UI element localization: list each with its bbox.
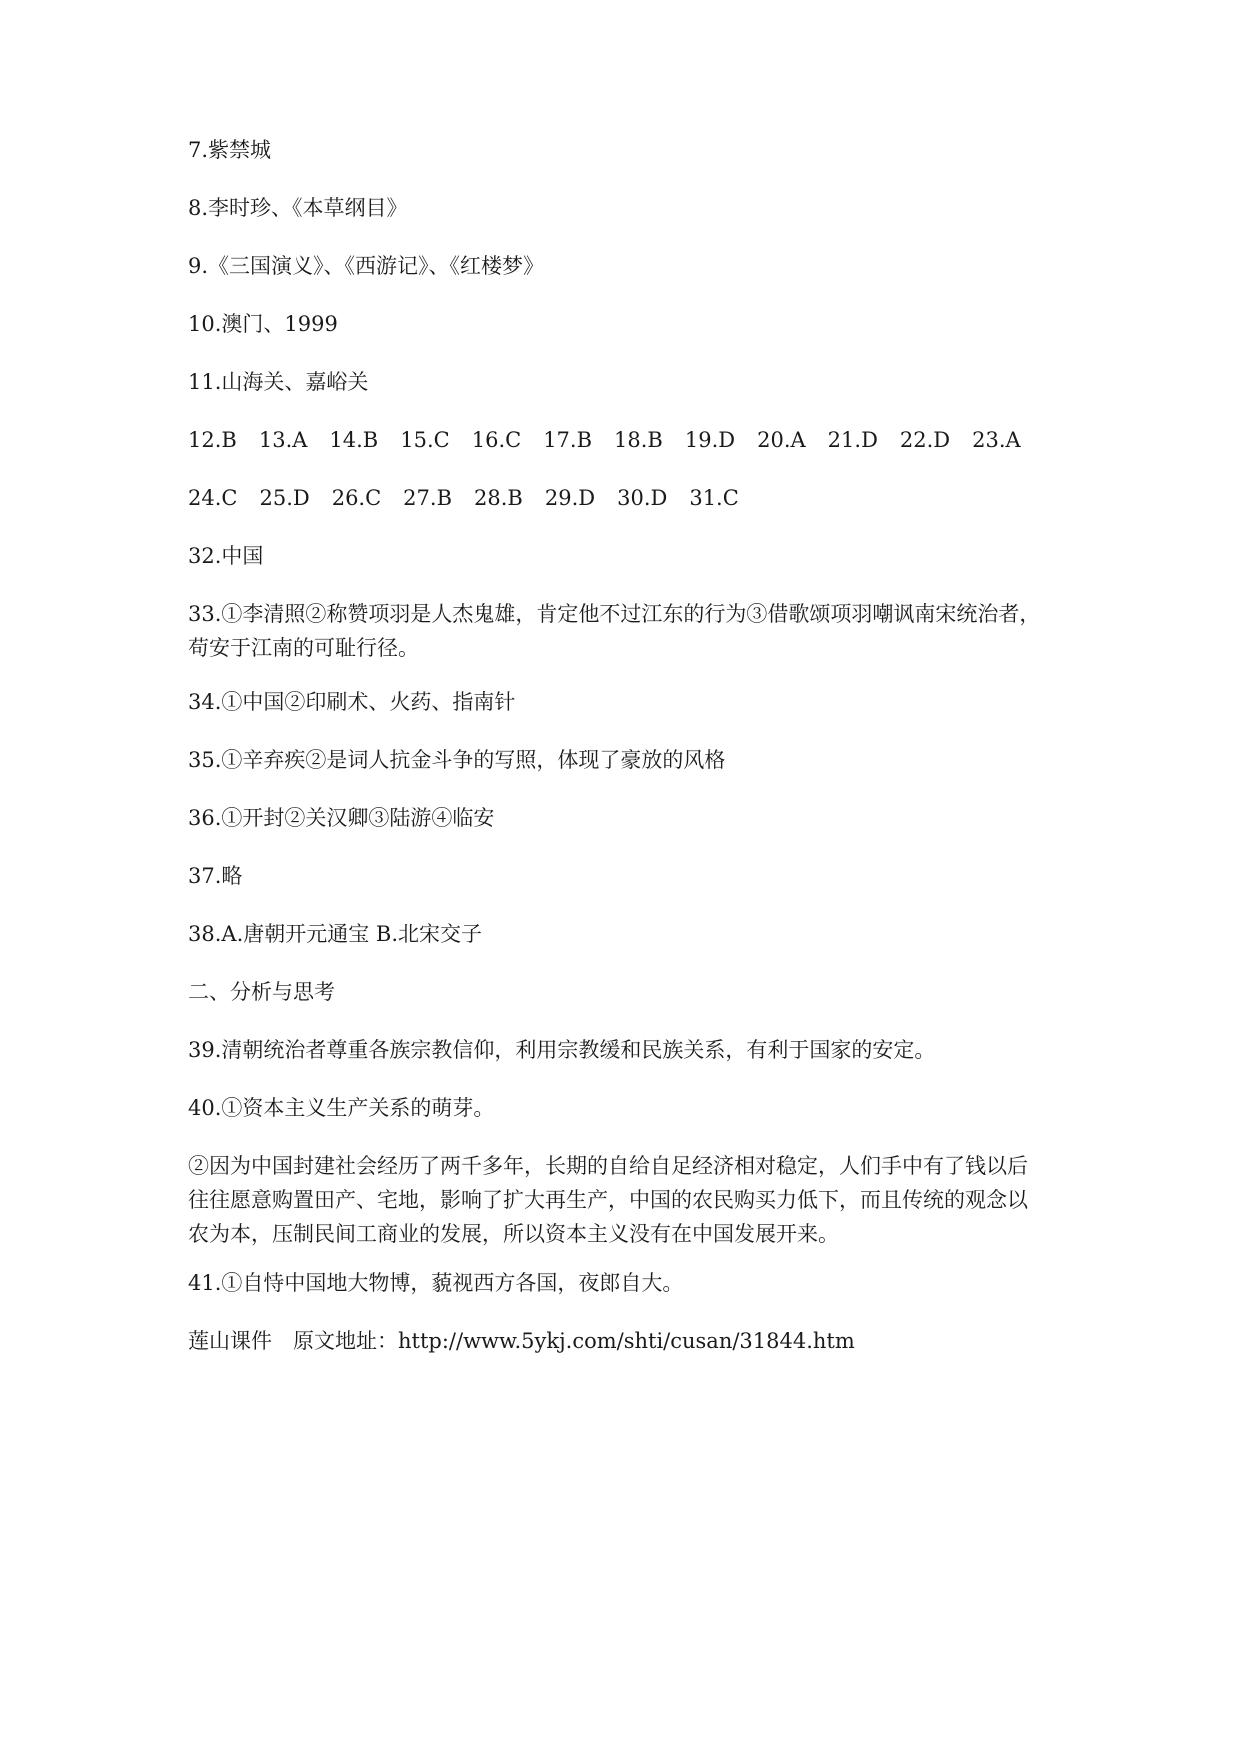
- answer-40-line-2: 往往愿意购置田产、宅地，影响了扩大再生产，中国的农民购买力低下，而且传统的观念以: [188, 1188, 1028, 1212]
- choice-answer: 17.B: [543, 428, 593, 452]
- answer-40-part-2: [188, 1149, 1068, 1251]
- answer-41: 41.①自恃中国地大物博，藐视西方各国，夜郎自大。: [188, 1271, 684, 1295]
- choice-answer: 20.A: [757, 428, 806, 452]
- answer-8: 8.李时珍、《本草纲目》: [188, 196, 408, 220]
- choice-answer: 22.D: [899, 428, 951, 452]
- document-page: [188, 0, 1068, 1754]
- answer-35: 35.①辛弃疾②是词人抗金斗争的写照，体现了豪放的风格: [188, 748, 726, 772]
- answer-10: 10.澳门、1999: [188, 312, 338, 336]
- answer-40-line-1: ②因为中国封建社会经历了两千多年，长期的自给自足经济相对稳定，人们手中有了钱以后: [188, 1154, 1028, 1178]
- answer-9: 9.《三国演义》、《西游记》、《红楼梦》: [188, 254, 545, 278]
- answer-38: 38.A.唐朝开元通宝 B.北宋交子: [188, 922, 483, 946]
- choice-answers-row-1: [188, 423, 1043, 457]
- answer-33-line-1: 33.①李清照②称赞项羽是人杰鬼雄，肯定他不过江东的行为③借歌颂项羽嘲讽南宋统治者，: [188, 602, 1041, 626]
- choice-answer: 12.B: [188, 428, 237, 452]
- choice-answer: 19.D: [684, 428, 736, 452]
- answer-7: 7.紫禁城: [188, 138, 272, 162]
- answer-33-line-2: 苟安于江南的可耻行径。: [188, 636, 419, 660]
- answer-40-line-3: 农为本，压制民间工商业的发展，所以资本主义没有在中国发展开来。: [188, 1222, 839, 1246]
- choice-answer: 16.C: [471, 428, 522, 452]
- answer-11: 11.山海关、嘉峪关: [188, 370, 369, 394]
- answer-36: 36.①开封②关汉卿③陆游④临安: [188, 806, 495, 830]
- source-footer: 莲山课件 原文地址：http://www.5ykj.com/shti/cusan/31844.htm: [188, 1329, 855, 1353]
- choice-answer: 18.B: [614, 428, 663, 452]
- choice-answer: 21.D: [827, 428, 878, 452]
- answer-37: 37.略: [188, 864, 243, 888]
- answer-40-part-1: 40.①资本主义生产关系的萌芽。: [188, 1096, 495, 1120]
- choice-answer: 30.D: [617, 486, 668, 510]
- choice-answers-row-2: [188, 481, 761, 515]
- choice-answer: 25.D: [259, 486, 310, 510]
- answer-32: 32.中国: [188, 544, 264, 568]
- choice-answer: 24.C: [188, 486, 238, 510]
- choice-answer: 14.B: [329, 428, 379, 452]
- choice-answer: 23.A: [972, 428, 1021, 452]
- choice-answer: 28.B: [474, 486, 523, 510]
- choice-answer: 31.C: [689, 486, 739, 510]
- answer-39: 39.清朝统治者尊重各族宗教信仰，利用宗教缓和民族关系，有利于国家的安定。: [188, 1038, 936, 1062]
- choice-answer: 15.C: [400, 428, 450, 452]
- choice-answer: 26.C: [331, 486, 382, 510]
- section-heading: 二、分析与思考: [188, 980, 335, 1004]
- answer-33: [188, 597, 1068, 665]
- choice-answer: 13.A: [258, 428, 308, 452]
- choice-answer: 29.D: [544, 486, 596, 510]
- answer-34: 34.①中国②印刷术、火药、指南针: [188, 690, 516, 714]
- choice-answer: 27.B: [403, 486, 453, 510]
